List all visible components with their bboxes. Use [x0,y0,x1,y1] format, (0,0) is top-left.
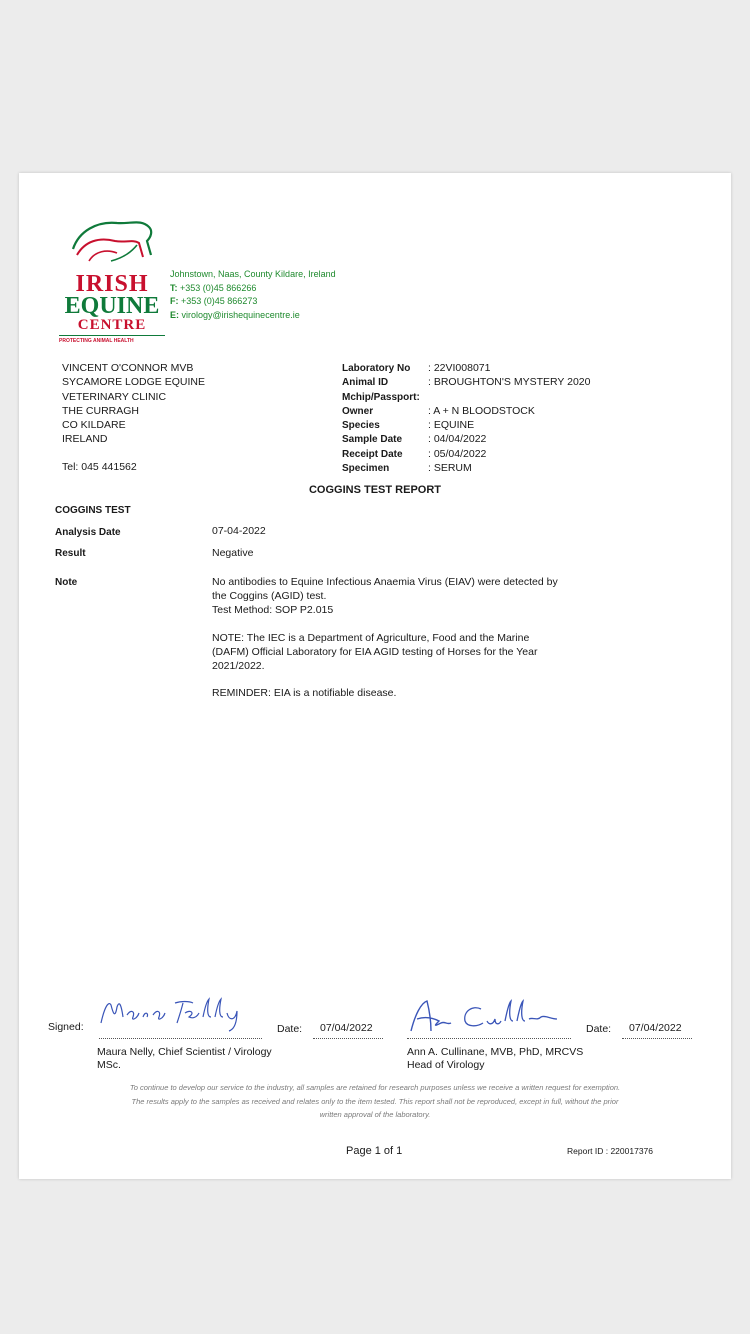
disclaimer-line: To continue to develop our service to the industry, all samples are retained for research purposes unless we receive a written request for exemption. [129,1083,621,1092]
date-line-left [313,1038,383,1039]
signer-right-title: Head of Virology [407,1059,485,1071]
maura-nelly-signature [97,995,257,1035]
signer-right-name: Ann A. Cullinane, MVB, PhD, MRCVS [407,1046,584,1058]
disclaimer [89,1081,661,1122]
species-value: : EQUINE [428,419,475,432]
report-title: COGGINS TEST REPORT [308,484,441,496]
receipt-date-label: Receipt Date [342,448,403,460]
result-value: Negative [212,547,254,559]
note-line: (DAFM) Official Laboratory for EIA AGID testing of Horses for the Year [212,645,538,658]
lab-phone: +353 (0)45 866266 [180,282,257,293]
mchip-passport-value [428,390,590,404]
date-line-right [622,1038,692,1039]
date-value-left: 07/04/2022 [320,1022,373,1034]
result-label: Result [55,548,86,559]
report-page [19,173,731,1179]
recipient-line: CO KILDARE [62,419,126,432]
lab-address: Johnstown, Naas, County Kildare, Ireland [170,269,336,279]
details-labels [342,362,420,476]
note-line: No antibodies to Equine Infectious Anaemia Virus (EIAV) were detected by [212,576,558,588]
recipient-line: VINCENT O'CONNOR MVB [62,362,194,374]
disclaimer-line: written approval of the laboratory. [319,1110,431,1119]
note-paragraph-3: REMINDER: EIA is a notifiable disease. [212,687,397,700]
note-line: Test Method: SOP P2.015 [212,604,334,617]
phone-label: T: [170,282,178,293]
note-line: NOTE: The IEC is a Department of Agriculture, Food and the Marine [212,631,530,644]
recipient-line: THE CURRAGH [62,404,140,417]
logo-text-centre: CENTRE [77,317,147,333]
analysis-date-value: 07-04-2022 [212,525,266,537]
analysis-date-label: Analysis Date [55,527,121,538]
ann-cullinane-signature [405,995,565,1037]
animal-id-value: : BROUGHTON'S MYSTERY 2020 [428,376,591,389]
note-paragraph-2 [212,631,558,674]
receipt-date-value: : 05/04/2022 [428,447,487,460]
email-label: E: [170,309,179,320]
laboratory-no-value: : 22VI008071 [428,362,491,374]
horse-logo-icon [59,211,165,271]
signer-left-qualification: MSc. [97,1059,121,1071]
irish-equine-centre-logo [59,211,165,347]
note-line: the Coggins (AGID) test. [212,590,327,603]
lab-email: virology@irishequinecentre.ie [181,309,300,320]
details-values [428,361,590,475]
animal-id-label: Animal ID [342,377,389,389]
species-label: Species [342,420,380,432]
note-text [212,575,558,713]
date-label-right: Date: [586,1023,612,1035]
owner-value: : A + N BLOODSTOCK [428,404,535,417]
recipient-line: SYCAMORE LODGE EQUINE [62,376,205,389]
owner-label: Owner [342,405,374,417]
signature-line-left [99,1038,262,1039]
signature-line-right [407,1038,571,1039]
note-label: Note [55,577,78,588]
signed-label: Signed: [48,1021,84,1033]
fax-label: F: [170,296,179,306]
date-label-left: Date: [277,1023,303,1035]
page-number: Page 1 of 1 [346,1145,403,1157]
recipient-address [62,361,205,447]
report-id: Report ID : 220017376 [567,1146,654,1156]
lab-fax: +353 (0)45 866273 [181,296,258,306]
logo-text-equine: EQUINE [64,293,160,319]
recipient-line: VETERINARY CLINIC [62,390,167,403]
sample-date-label: Sample Date [342,434,403,446]
specimen-value: : SERUM [428,462,472,475]
logo-text-irish: IRISH [75,271,149,297]
recipient-tel: Tel: 045 441562 [62,461,137,473]
note-paragraph-1 [212,575,558,618]
signer-left-name: Maura Nelly, Chief Scientist / Virology [97,1046,272,1058]
disclaimer-line: The results apply to the samples as received and relates only to the item tested. This report shall not be reproduced, except in full, without the prior [131,1096,619,1106]
note-line: 2021/2022. [212,660,265,673]
specimen-label: Specimen [342,463,390,475]
lab-contact-block [170,268,336,322]
logo-tagline: PROTECTING ANIMAL HEALTH [59,335,165,344]
laboratory-no-label: Laboratory No [342,363,411,374]
test-heading: COGGINS TEST [55,505,131,516]
recipient-line: IRELAND [62,433,108,446]
date-value-right: 07/04/2022 [629,1022,682,1034]
sample-date-value: : 04/04/2022 [428,433,487,446]
mchip-passport-label: Mchip/Passport: [342,391,420,403]
